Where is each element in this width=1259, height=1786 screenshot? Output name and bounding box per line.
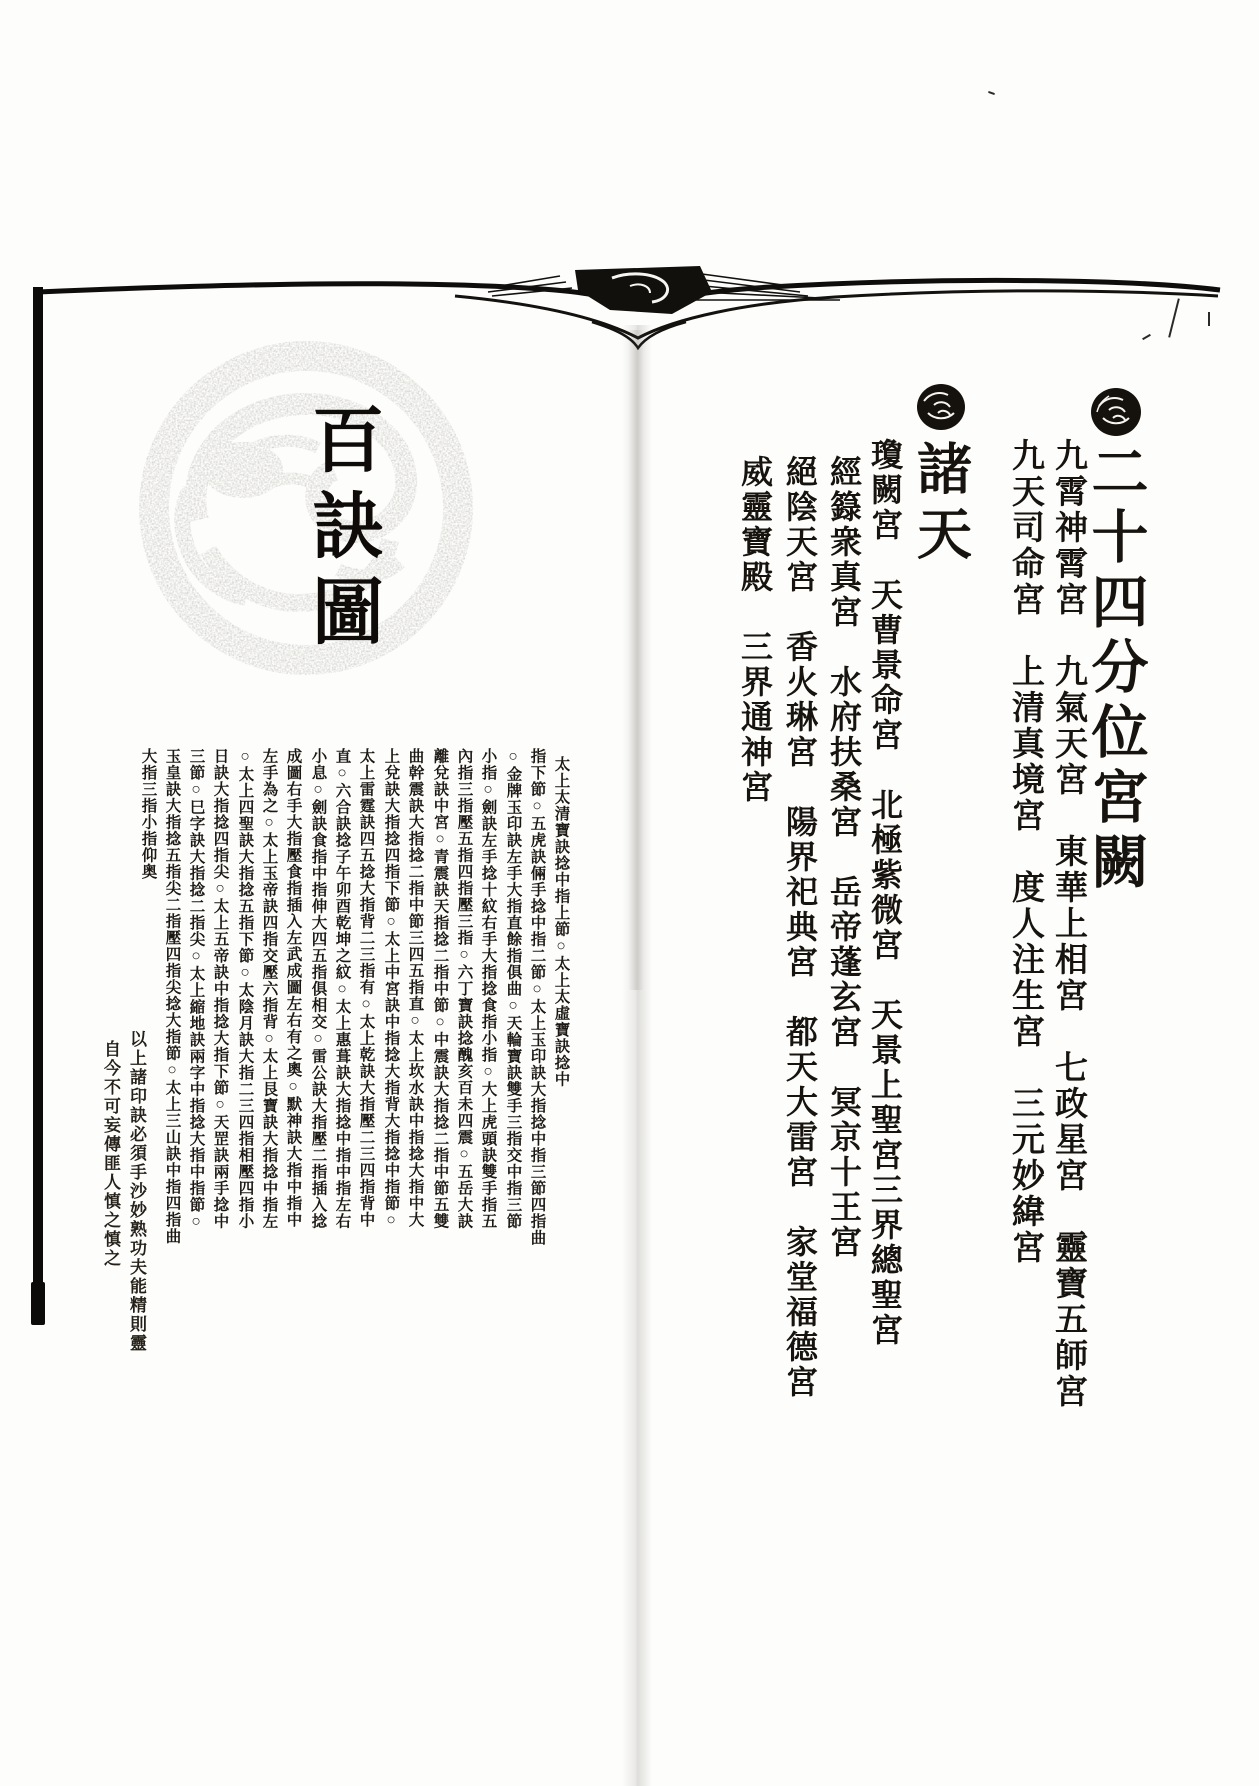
colophon-column-2: 自今不可妄傳匪人慎之慎之 bbox=[101, 1040, 120, 1268]
dense-text-column-2: 指下節○五虎訣倆手捻中指二節○太上玉印訣大指捻中指三節四指曲 bbox=[528, 748, 546, 1246]
dense-text-column-7: 曲幹震訣大指捻二指中節三四五指直○太上坎水訣中指捻大指中大 bbox=[406, 748, 424, 1228]
dense-text-column-18: 大指三指小指仰奥 bbox=[139, 748, 157, 880]
heavens-list-column-1: 瓊闕宮 天曹景命宮 北極紫微宮 天景上聖宮三界總聖宮 bbox=[867, 438, 903, 1348]
colophon-column-1: 以上諸印訣必須手沙妙熟功夫能精則靈 bbox=[127, 1030, 146, 1353]
dense-text-column-4: 小指○劍訣左手捻十紋右手大指捻食指小指○大上虎頭訣雙手指五 bbox=[479, 748, 497, 1230]
dense-text-column-9: 太上雷霆訣四五捻大指背二三指有○太上乾訣大指壓二三四指背中 bbox=[357, 748, 375, 1228]
page-gutter-shadow-upper bbox=[628, 330, 644, 990]
dense-text-column-13: 左手為之○太上玉帝訣四指交壓六指背○太上艮寶訣大指捻中指左 bbox=[260, 748, 278, 1230]
seal-stamp-icon bbox=[915, 382, 967, 432]
dense-text-column-17: 玉皇訣大指捻五指尖二指壓四指尖捻大指節○太上三山訣中指四指曲 bbox=[163, 748, 181, 1245]
dense-text-column-5: 內指三指壓五指四指壓三指○六丁寶訣捻醜亥百未四震○五岳大訣 bbox=[455, 748, 473, 1230]
dense-text-column-1: 太上太清寶訣捻中指上節○太上太虛寶訣捻中 bbox=[552, 756, 570, 1088]
dense-text-column-3: ○金牌玉印訣左手大指直餘指俱曲○天輪寶訣雙手三指交中指三節 bbox=[504, 748, 522, 1230]
left-page-border-line bbox=[33, 287, 43, 1325]
heavens-list-column-4: 威靈寶殿 三界通神宮 bbox=[737, 455, 773, 805]
dense-text-column-10: 直○六合訣捻子午卯酉乾坤之紋○太上惠葺訣大指捻中指中指左右 bbox=[333, 748, 351, 1230]
dense-text-column-12: 成圖右手大指壓食指插入左武成圖左右有之奧○默神訣大指中指中 bbox=[284, 748, 302, 1228]
scan-speck bbox=[988, 91, 995, 95]
dense-text-column-14: ○太上四聖訣大指捻五指下節○太陰月訣大指二三四指相壓四指小 bbox=[236, 748, 254, 1230]
palace-list-column-2: 九天司命宮 上清真境宮 度人注生宮 三元妙緯宮 bbox=[1007, 438, 1043, 1266]
seal-stamp-icon bbox=[1089, 386, 1143, 438]
dense-text-column-16: 三節○巳字訣大指捻二指尖○太上縮地訣兩字中指捻大指中指節○ bbox=[187, 748, 205, 1231]
dense-text-column-11: 小息○劍訣食指中指伸大四五指俱相交○雷公訣大指壓二指插入捻 bbox=[309, 748, 327, 1230]
scan-scratch-mark bbox=[1208, 312, 1210, 326]
dense-text-column-8: 上兌訣大指捻四指下節○太上中宮訣中指捻大指背大指捻中指節○ bbox=[382, 748, 400, 1230]
section-heading: 諸天 bbox=[909, 440, 970, 570]
left-page-border-corner bbox=[31, 1282, 45, 1325]
heavens-list-column-2: 經籙衆真宮 水府扶桑宮 岳帝蓬玄宮 冥京十王宮 bbox=[826, 455, 862, 1260]
palace-list-column-1: 九霄神霄宮 九氣天宮 東華上相宮 七政星宮 靈寶五師宮 bbox=[1050, 438, 1086, 1410]
page-title: 二十四分位宮闕 bbox=[1083, 442, 1146, 897]
dense-text-column-6: 離兌訣中宮○青震訣天指捻二指中節○中震訣大指捻二指中節五雙 bbox=[431, 748, 449, 1230]
emblem-title: 百訣圖 bbox=[301, 402, 381, 660]
dense-text-column-15: 日訣大指捻四指尖○太上五帝訣中指捻大指下節○天罡訣兩手捻中 bbox=[211, 748, 229, 1230]
heavens-list-column-3: 絕陰天宮 香火琳宮 陽界祀典宮 都天大雷宮 家堂福德宮 bbox=[782, 455, 818, 1400]
